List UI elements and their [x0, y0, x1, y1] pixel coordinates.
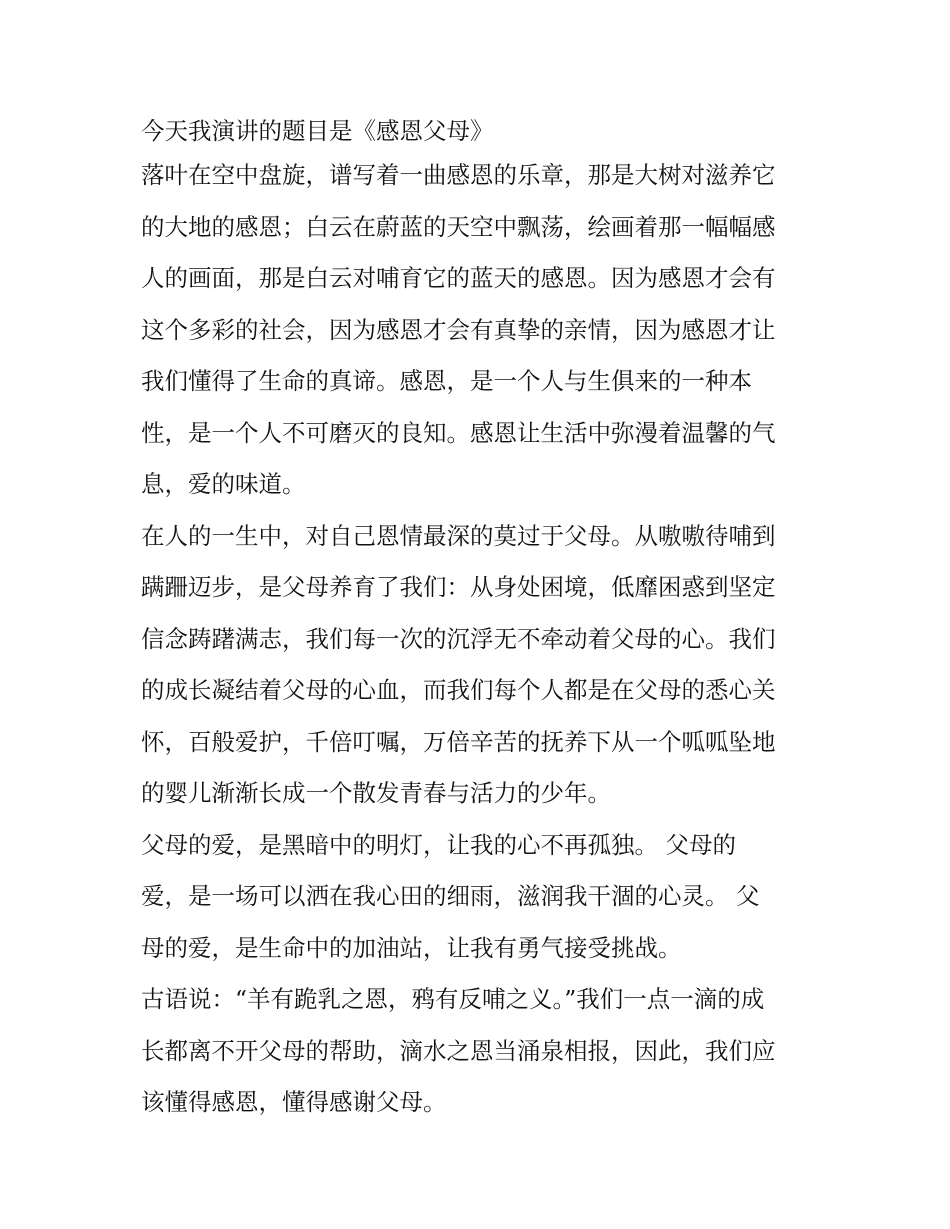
paragraph-line: 长都离不开父母的帮助，滴水之恩当涌泉相报，因此，我们应 [141, 1036, 776, 1065]
paragraph-line: 信念踌躇满志，我们每一次的沉浮无不牵动着父母的心。我们 [141, 624, 776, 653]
paragraph-line: 该懂得感恩，懂得感谢父母。 [141, 1088, 447, 1116]
paragraph-line: 我们懂得了生命的真谛。感恩，是一个人与生俱来的一种本 [141, 367, 752, 395]
paragraph-line: 的婴儿渐渐长成一个散发青春与活力的少年。 [141, 779, 611, 807]
paragraph-line: 性，是一个人不可磨灭的良知。感恩让生活中弥漫着温馨的气 [141, 418, 776, 447]
paragraph-line: 古语说：“羊有跪乳之恩，鸦有反哺之义。”我们一点一滴的成 [141, 985, 765, 1013]
paragraph-line: 的成长凝结着父母的心血，而我们每个人都是在父母的悉心关 [141, 676, 776, 704]
paragraph-4 [141, 980, 821, 1135]
paragraph-3 [141, 826, 821, 981]
paragraph-line: 父母的爱，是黑暗中的明灯，让我的心不再孤独。 父母的 [141, 830, 736, 859]
speech-body [141, 112, 821, 1135]
paragraph-line: 息，爱的味道。 [141, 470, 306, 498]
speech-title: 今天我演讲的题目是《感恩父母》 [141, 117, 494, 145]
paragraph-1 [141, 156, 821, 517]
paragraph-line: 这个多彩的社会，因为感恩才会有真挚的亲情，因为感恩才让 [141, 315, 776, 344]
paragraph-line: 爱，是一场可以洒在我心田的细雨，滋润我干涸的心灵。 父 [141, 882, 760, 910]
paragraph-line: 母的爱，是生命中的加油站，让我有勇气接受挑战。 [141, 933, 682, 962]
paragraph-line: 的大地的感恩；白云在蔚蓝的天空中飘荡，绘画着那一幅幅感 [141, 212, 776, 241]
paragraph-line: 怀，百般爱护，千倍叮嘱，万倍辛苦的抚养下从一个呱呱坠地 [141, 727, 776, 756]
paragraph-2 [141, 517, 821, 826]
paragraph-line: 落叶在空中盘旋，谱写着一曲感恩的乐章，那是大树对滋养它 [141, 161, 776, 189]
paragraph-line: 蹒跚迈步，是父母养育了我们：从身处困境，低靡困惑到坚定 [141, 573, 776, 601]
paragraph-line: 在人的一生中，对自己恩情最深的莫过于父母。从嗷嗷待哺到 [141, 521, 776, 550]
paragraph-line: 人的画面，那是白云对哺育它的蓝天的感恩。因为感恩才会有 [141, 264, 776, 292]
